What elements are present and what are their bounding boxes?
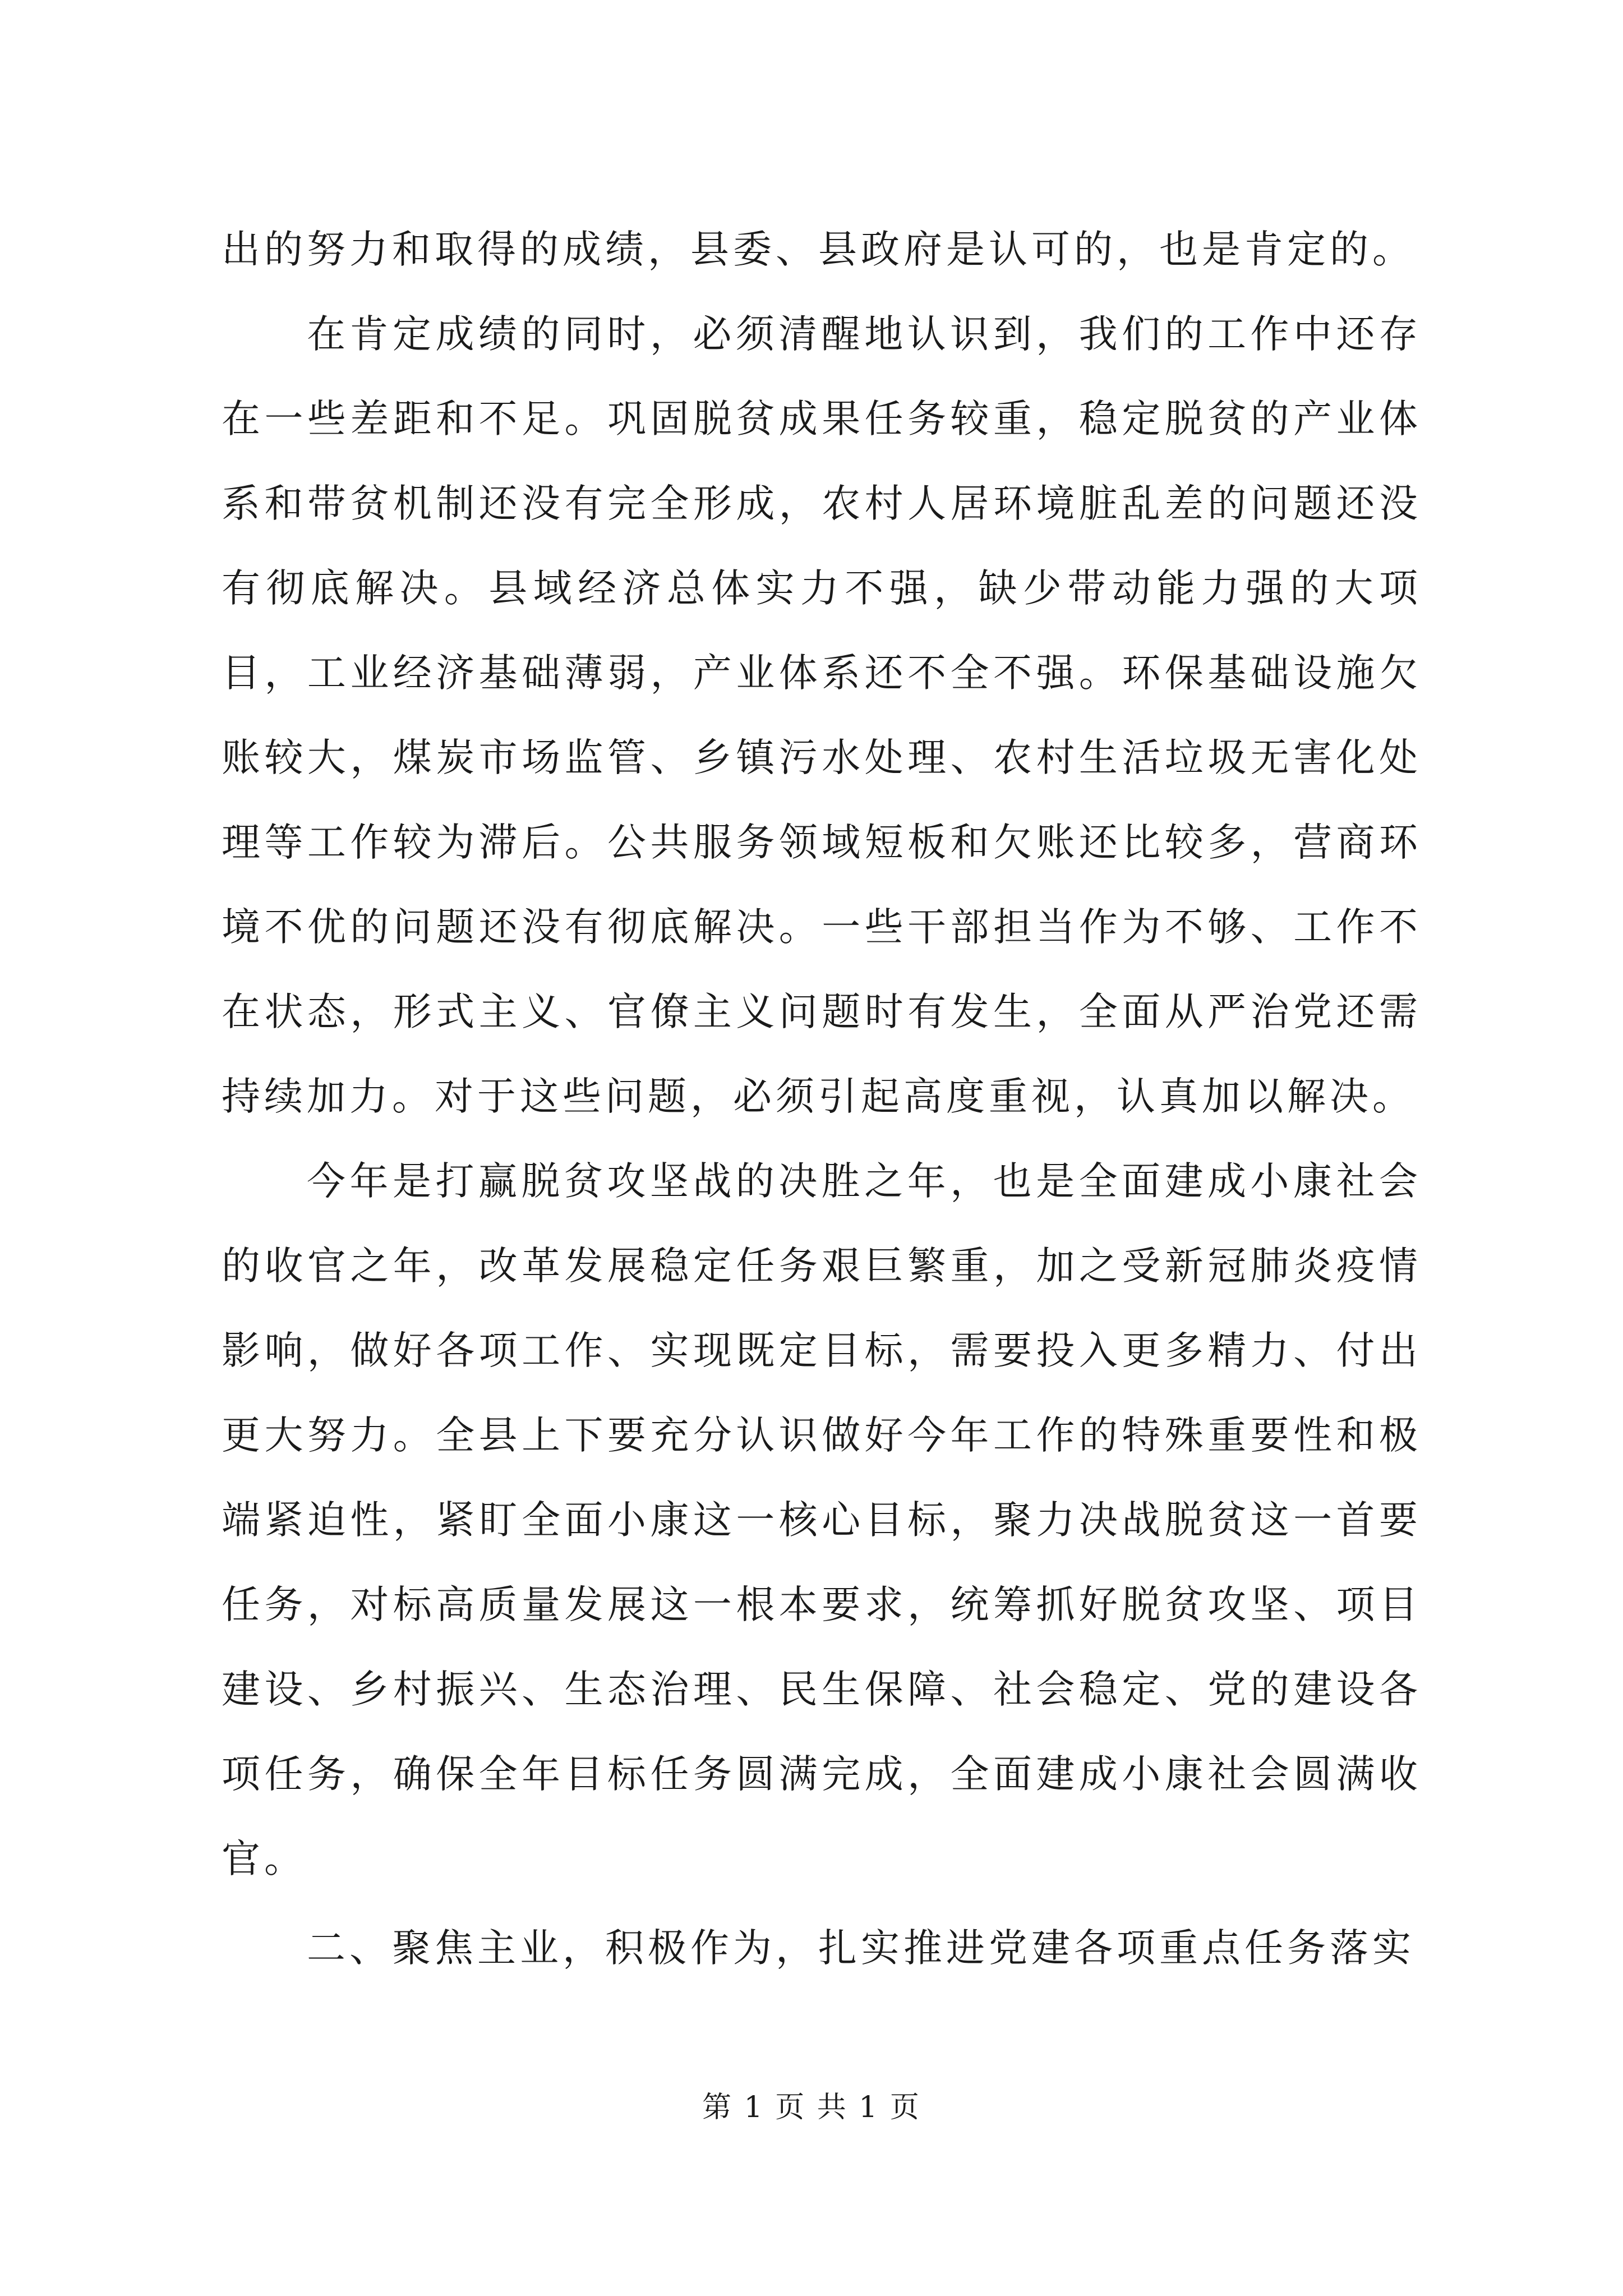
paragraph-gap xyxy=(222,1902,1422,1906)
page-number-footer: 第 1 页 共 1 页 xyxy=(702,2091,921,2124)
document-body xyxy=(222,208,1422,1991)
section-heading: 二、聚焦主业，积极作为，扎实推进党建各项重点任务落实 xyxy=(307,1926,1415,1971)
paragraph-continuation: 出的努力和取得的成绩，县委、县政府是认可的，也是肯定的。 xyxy=(222,227,1415,272)
paragraph-shortcomings: 在肯定成绩的同时，必须清醒地认识到，我们的工作中还存在一些差距和不足。巩固脱贫成果任务较重，稳定脱贫的产业体系和带贫机制还没有完全形成，农村人居环境脏乱差的问题还没有彻底解决。县域经济总体实力不强，缺少带动能力强的大项目，工业经济基础薄弱，产业体系还不全不强。环保基础设施欠账较大，煤炭市场监管、乡镇污水处理、农村生活垃圾无害化处理等工作较为滞后。公共服务领域短板和欠账还比较多，营商环境不优的问题还没有彻底解决。一些干部担当作为不够、工作不在状态，形式主义、官僚主义问题时有发生，全面从严治党还需持续加力。对于这些问题，必须引起高度重视，认真加以解决。 xyxy=(222,312,1422,1119)
paragraph-this-year: 今年是打赢脱贫攻坚战的决胜之年，也是全面建成小康社会的收官之年，改革发展稳定任务艰巨繁重，加之受新冠肺炎疫情影响，做好各项工作、实现既定目标，需要投入更多精力、付出更大努力。全县上下要充分认识做好今年工作的特殊重要性和极端紧迫性，紧盯全面小康这一核心目标，聚力决战脱贫这一首要任务，对标高质量发展这一根本要求，统筹抓好脱贫攻坚、项目建设、乡村振兴、生态治理、民生保障、社会稳定、党的建设各项任务，确保全年目标任务圆满完成，全面建成小康社会圆满收官。 xyxy=(222,1159,1422,1881)
